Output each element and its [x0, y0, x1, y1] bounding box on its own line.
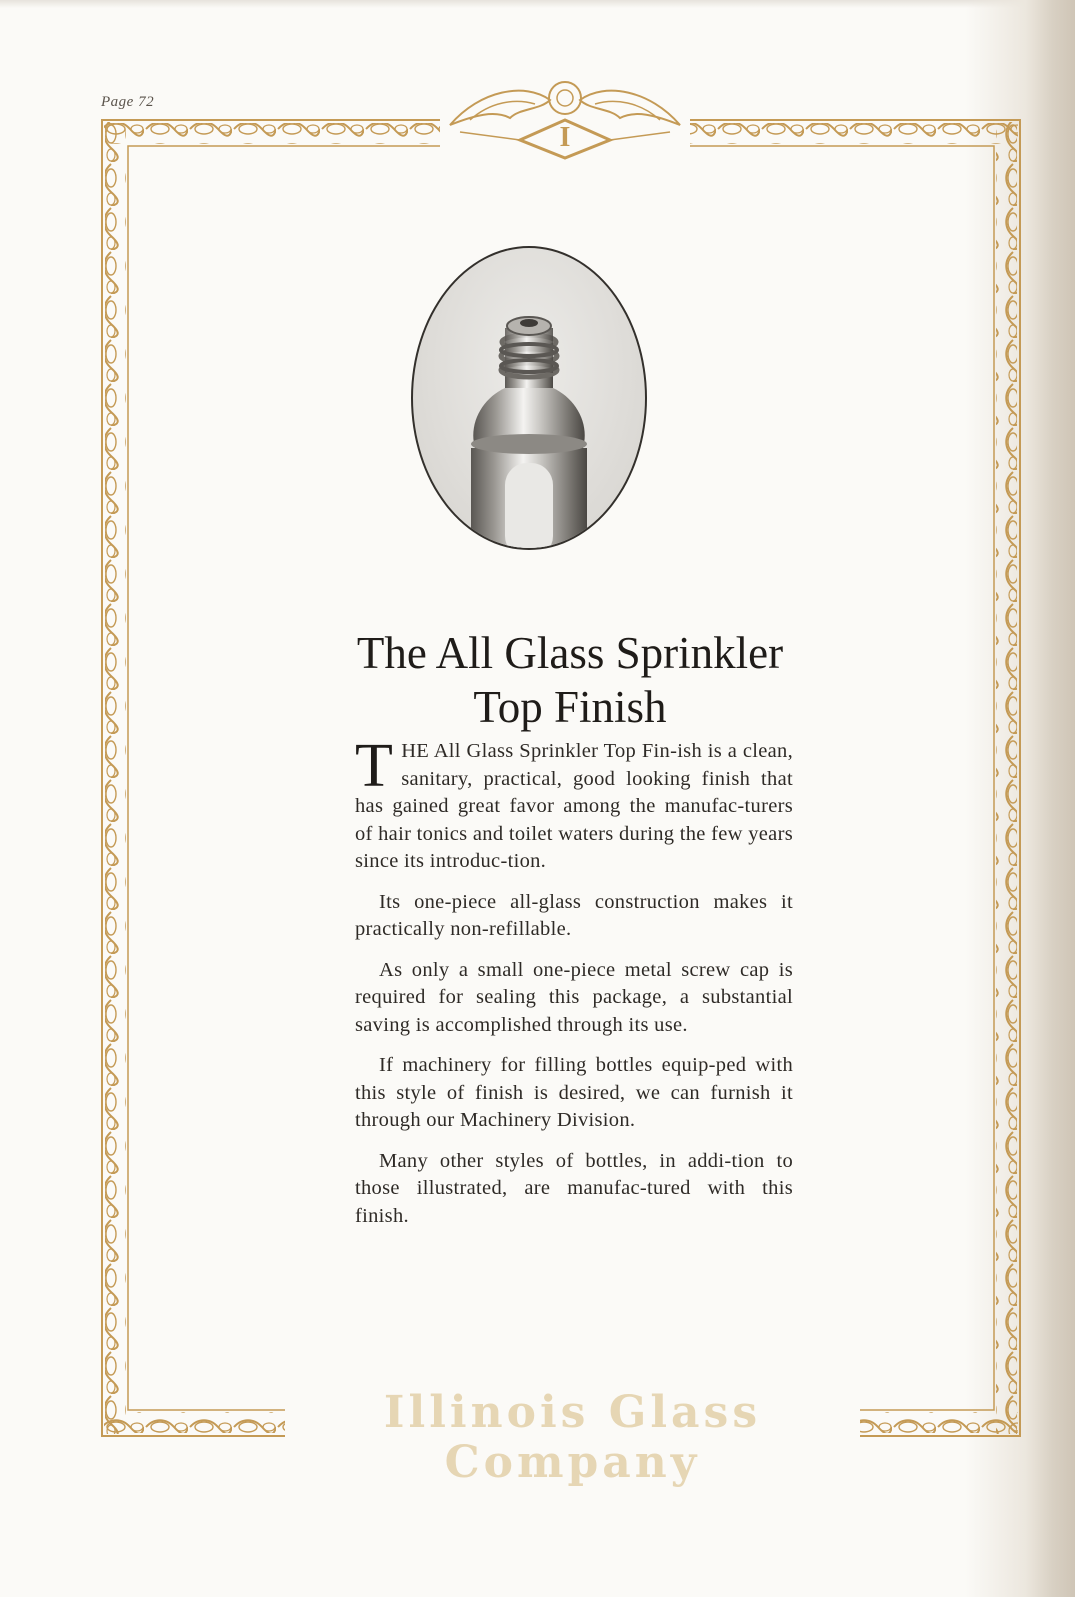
- title-line-2: Top Finish: [473, 682, 667, 733]
- paragraph-1: [355, 732, 793, 876]
- crest-letter: I: [559, 122, 571, 153]
- paragraph-4: If machinery for filling bottles equip-ped with this style of finish is desired, we can furnish it through our Machinery Division.: [355, 1054, 793, 1131]
- bottle-illustration: [411, 246, 647, 550]
- paragraph-2: Its one-piece all-glass construction makes it practically non-refillable.: [355, 890, 793, 940]
- paragraph-1-text: HE All Glass Sprinkler Top Fin-ish is a clean, sanitary, practical, good looking finish that has gained great favor among the manufac-turers of hair tonics and toilet waters during the few years since its introduc-tion.: [355, 740, 793, 872]
- ornamental-crest: [440, 70, 690, 160]
- article-body: [355, 732, 793, 1243]
- page-number: Page 72: [101, 94, 155, 110]
- company-name-footer: Illinois Glass Company: [285, 1388, 860, 1488]
- drop-cap: T: [355, 732, 394, 800]
- paragraph-5: Many other styles of bottles, in addi-tion to those illustrated, are manufac-tured with this finish.: [355, 1149, 793, 1227]
- paragraph-3: As only a small one-piece metal screw cap is required for sealing this package, a substantial saving is accomplished through its use.: [355, 958, 793, 1036]
- page-top-edge: [0, 0, 1075, 8]
- article-title: [200, 626, 940, 734]
- sprinkler-bottle-neck-icon: [413, 248, 645, 548]
- title-line-1: The All Glass Sprinkler: [356, 628, 784, 679]
